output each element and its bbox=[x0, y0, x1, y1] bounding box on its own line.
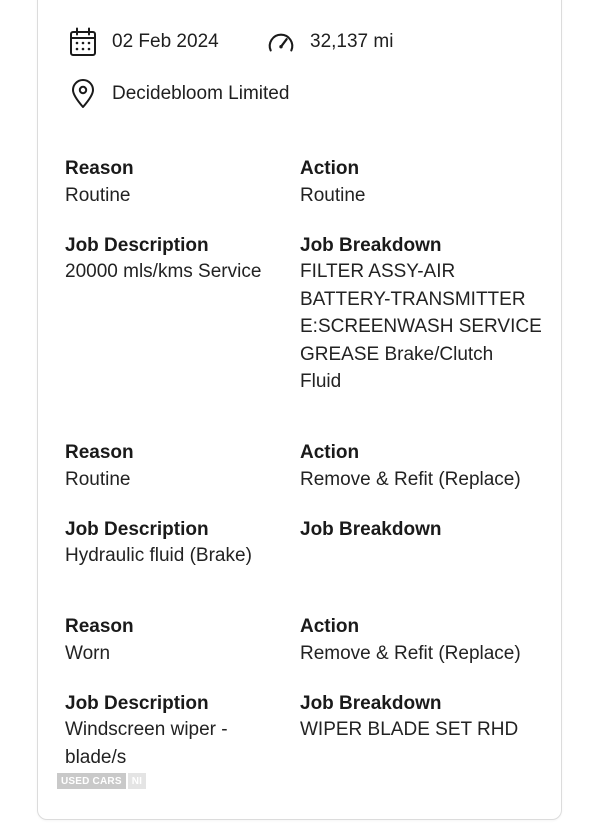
job3-description-value bbox=[65, 716, 228, 771]
job3-description-line: blade/s bbox=[65, 746, 127, 768]
service-date-text: 02 Feb 2024 bbox=[112, 31, 219, 52]
job3-breakdown-label: Job Breakdown bbox=[300, 693, 442, 714]
service-garage bbox=[68, 79, 289, 109]
job1-breakdown-item: FILTER ASSY-AIR bbox=[300, 261, 456, 282]
location-pin-icon bbox=[68, 79, 98, 109]
job3-breakdown-value bbox=[300, 716, 518, 744]
speedometer-icon bbox=[266, 27, 296, 57]
job1-description-value bbox=[65, 258, 261, 286]
calendar-icon bbox=[68, 27, 98, 57]
service-mileage-text: 32,137 mi bbox=[310, 31, 394, 52]
job3-action-value: Remove & Refit (Replace) bbox=[300, 643, 521, 664]
job1-action-value: Routine bbox=[300, 185, 366, 206]
job1-breakdown-item: E:SCREENWASH SERVICE bbox=[300, 316, 542, 337]
job1-reason-label: Reason bbox=[65, 158, 134, 179]
service-garage-text: Decidebloom Limited bbox=[112, 83, 290, 104]
job2-action-label: Action bbox=[300, 442, 360, 463]
job1-action-label: Action bbox=[300, 158, 360, 179]
job2-reason-label: Reason bbox=[65, 442, 134, 463]
job1-reason-value: Routine bbox=[65, 185, 131, 206]
job1-breakdown-item: BATTERY-TRANSMITTER bbox=[300, 288, 526, 310]
job2-description-label: Job Description bbox=[65, 519, 209, 540]
job1-description-label: Job Description bbox=[65, 235, 209, 256]
job2-reason-value: Routine bbox=[65, 469, 131, 490]
job3-breakdown-item: WIPER BLADE SET RHD bbox=[300, 719, 519, 740]
job2-action-value: Remove & Refit (Replace) bbox=[300, 469, 521, 490]
job3-reason-label: Reason bbox=[65, 616, 134, 637]
service-date bbox=[68, 27, 219, 57]
job1-breakdown-label: Job Breakdown bbox=[300, 235, 442, 256]
job3-action-label: Action bbox=[300, 616, 360, 637]
job1-description-line: 20000 mls/kms Service bbox=[65, 261, 262, 282]
job3-description-line: Windscreen wiper - bbox=[65, 719, 228, 740]
job2-breakdown-label: Job Breakdown bbox=[300, 519, 442, 540]
job1-breakdown-item: Fluid bbox=[300, 371, 342, 392]
job2-description-line: Hydraulic fluid (Brake) bbox=[65, 545, 252, 566]
job3-reason-value: Worn bbox=[65, 643, 111, 664]
job3-description-label: Job Description bbox=[65, 693, 209, 714]
job1-breakdown-value bbox=[300, 258, 542, 396]
job2-description-value bbox=[65, 542, 252, 570]
watermark-ni: NI bbox=[128, 773, 146, 789]
job1-breakdown-item: GREASE Brake/Clutch bbox=[300, 343, 494, 365]
watermark-used-cars: USED CARS bbox=[57, 773, 126, 789]
service-mileage bbox=[266, 27, 393, 57]
watermark bbox=[57, 773, 146, 789]
